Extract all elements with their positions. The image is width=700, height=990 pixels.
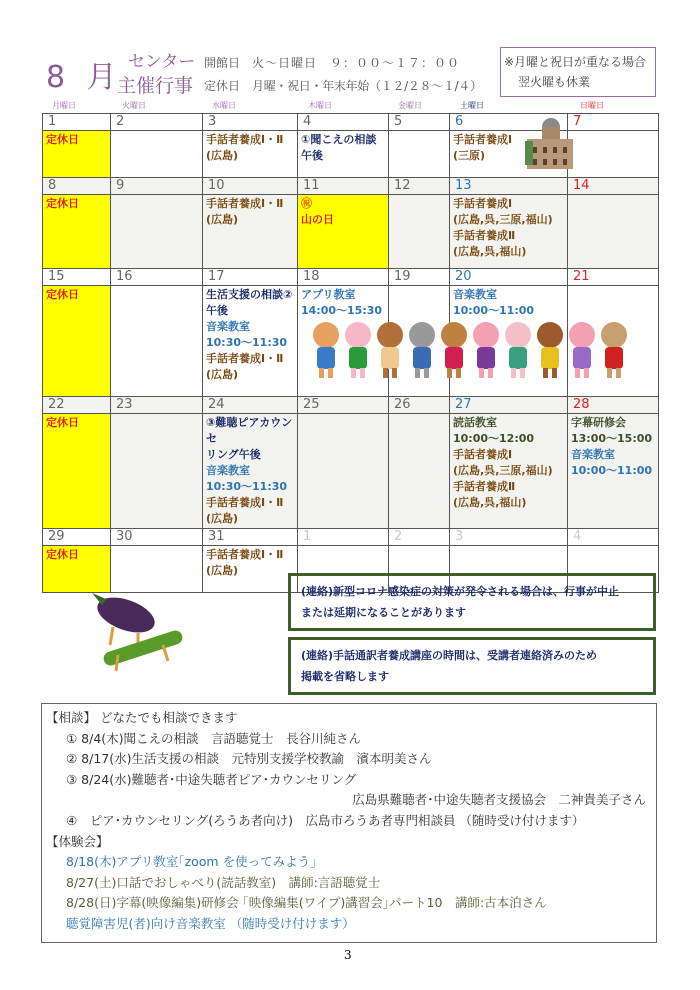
experience-item: 8/27(土)口話でおしゃべり(読話教室) 講師:言語聴覚士 [66, 874, 381, 890]
holiday-note [500, 47, 656, 97]
animal-head [569, 322, 595, 348]
event-text: 手話者養成Ⅱ [453, 229, 516, 242]
closed-days: 月曜・祝日・年末年始（１２/２８～１/４） [252, 79, 482, 93]
day-cell [568, 414, 659, 529]
notice-covid [288, 573, 656, 631]
day-cell [298, 195, 389, 269]
day-cell [43, 286, 111, 397]
event-text: 定休日 [46, 197, 79, 210]
event-text: (広島,呉,三原,福山) [453, 464, 553, 477]
event-text: 10:30～11:30 [206, 480, 288, 493]
day-number: 4 [298, 114, 389, 131]
event-text: 13:00～15:00 [571, 432, 653, 445]
event-text: 生活支援の相談② [206, 288, 293, 301]
day-cell [203, 195, 298, 269]
day-number: 21 [568, 269, 659, 286]
event-text: 字幕研修会 [571, 416, 626, 429]
notices [288, 573, 656, 695]
event-text: (広島) [206, 368, 239, 381]
event-text: 手話者養成Ⅰ・Ⅱ [206, 197, 284, 210]
event-text: (広島,呉,福山) [453, 245, 527, 258]
month-title: 8 月 [46, 60, 123, 95]
animal-body [349, 347, 367, 369]
day-cell [450, 414, 568, 529]
day-number: 12 [389, 178, 450, 195]
day-cell [450, 195, 568, 269]
event-text: 読話教室 [453, 416, 497, 429]
info-box [41, 703, 657, 943]
animal-body [381, 347, 399, 369]
consult-item: ① 8/4(木)聞こえの相談 言語聴覚士 長谷川純さん [66, 730, 362, 746]
animal-body [317, 347, 335, 369]
week-number-row [43, 178, 659, 195]
event-text: 手話者養成Ⅰ [453, 133, 513, 146]
animal-head [505, 322, 531, 348]
week-number-row [43, 269, 659, 286]
day-number: 29 [43, 529, 111, 546]
week-number-row [43, 529, 659, 546]
animal-head [345, 322, 371, 348]
event-text: リング午後 [206, 448, 261, 461]
day-cell [43, 131, 111, 178]
day-number: 11 [298, 178, 389, 195]
day-cell [203, 286, 298, 397]
animal-body [573, 347, 591, 369]
day-number: 2 [111, 114, 203, 131]
notice-covid-line2: または延期になることがあります [301, 606, 466, 619]
org-title-line2: 主催行事 [117, 75, 194, 97]
day-cell [203, 131, 298, 178]
week-events-row [43, 195, 659, 269]
day-number: 13 [450, 178, 568, 195]
day-cell [389, 131, 450, 178]
experience-item: 8/18(木)アプリ教室｢zoom を使ってみよう｣ [66, 854, 317, 870]
event-text: 手話者養成Ⅰ・Ⅱ [206, 548, 284, 561]
day-cell [389, 195, 450, 269]
day-cell [111, 195, 203, 269]
animal-head [409, 322, 435, 348]
day-number: 31 [203, 529, 298, 546]
consult-item: ④ ピア･カウンセリング(ろうあ者向け) 広島市ろうあ者専門相談員 （随時受け付けます） [66, 812, 585, 828]
event-text: (三原) [453, 149, 486, 162]
consult-item: ③ 8/24(水)難聴者･中途失聴者ピア･カウンセリング [66, 771, 357, 787]
day-number: 3 [203, 114, 298, 131]
weekday-label: 金曜日 [398, 101, 422, 110]
weekday-label: 木曜日 [308, 101, 332, 110]
event-text: 10:30～11:30 [206, 336, 288, 349]
day-cell [203, 414, 298, 529]
day-number: 26 [389, 397, 450, 414]
animal-head [313, 322, 339, 348]
org-title-line1: センター [128, 52, 196, 72]
event-text: (広島) [206, 149, 239, 162]
event-text: (広島) [206, 564, 239, 577]
event-text: 音楽教室 [453, 288, 497, 301]
open-hours: 火～日曜日 ９：００～１７：００ [252, 56, 461, 70]
page-number: 3 [344, 948, 352, 962]
animal-body [541, 347, 559, 369]
open-label: 開館日 [204, 56, 241, 70]
event-text: ③難聴ピアカウンセ [206, 416, 293, 445]
animal-head [377, 322, 403, 348]
week-events-row [43, 414, 659, 529]
event-text: 手話者養成Ⅰ・Ⅱ [206, 352, 284, 365]
event-text: ①聞こえの相談 [301, 133, 377, 146]
event-text: 手話者養成Ⅰ・Ⅱ [206, 496, 284, 509]
animal-body [477, 347, 495, 369]
notice-covid-line1: (連絡)新型コロナ感染症の対策が発令される場合は、行事が中止 [301, 585, 620, 598]
experience-item: 聴覚障害児(者)向け音楽教室 （随時受け付けます） [66, 915, 355, 931]
day-number: 2 [389, 529, 450, 546]
event-text: (広島) [206, 213, 239, 226]
event-text: 14:00～15:30 [301, 304, 383, 317]
day-number: 7 [568, 114, 659, 131]
day-number: 15 [43, 269, 111, 286]
day-number: 18 [298, 269, 389, 286]
day-number: 1 [43, 114, 111, 131]
day-cell [389, 414, 450, 529]
animal-body [445, 347, 463, 369]
event-text: 手話者養成Ⅰ [453, 448, 513, 461]
event-text: 定休日 [46, 133, 79, 146]
event-text: 音楽教室 [206, 320, 250, 333]
day-number: 19 [389, 269, 450, 286]
notice-course-line1: (連絡)手話通訳者養成講座の時間は、受講者連絡済みのため [301, 649, 598, 662]
day-cell [43, 414, 111, 529]
eggplant-cucumber-illustration [88, 585, 198, 675]
animal-body [413, 347, 431, 369]
consult-item: ② 8/17(水)生活支援の相談 元特別支援学校教諭 濱本明美さん [66, 751, 432, 767]
day-number: 22 [43, 397, 111, 414]
event-text: 10:00～12:00 [453, 432, 535, 445]
atomic-dome-illustration [525, 115, 575, 171]
day-number: 16 [111, 269, 203, 286]
event-text: 10:00～11:00 [453, 304, 535, 317]
weekday-label: 火曜日 [122, 101, 146, 110]
event-text: 音楽教室 [206, 464, 250, 477]
animal-body [605, 347, 623, 369]
day-number: 5 [389, 114, 450, 131]
consult-item: 広島県難聴者･中途失聴者支援協会 二神貴美子さん [352, 792, 646, 808]
day-number: 6 [450, 114, 568, 131]
day-number: 25 [298, 397, 389, 414]
event-text: 定休日 [46, 416, 79, 429]
day-number: 3 [450, 529, 568, 546]
day-number: 14 [568, 178, 659, 195]
day-number: 9 [111, 178, 203, 195]
day-number: 10 [203, 178, 298, 195]
day-number: 30 [111, 529, 203, 546]
day-cell [43, 195, 111, 269]
notice-course-time [288, 637, 656, 695]
event-text: 手話者養成Ⅰ [453, 197, 513, 210]
event-text: ㊗ [301, 197, 312, 210]
animal-body [509, 347, 527, 369]
day-number: 8 [43, 178, 111, 195]
day-cell [111, 414, 203, 529]
event-text: 定休日 [46, 288, 79, 301]
day-number: 17 [203, 269, 298, 286]
day-cell [568, 131, 659, 178]
event-text: 山の日 [301, 213, 334, 226]
animals-holding-hands-illustration [312, 305, 652, 383]
day-number: 24 [203, 397, 298, 414]
event-text: 手話者養成Ⅰ・Ⅱ [206, 133, 284, 146]
event-text: 音楽教室 [571, 448, 615, 461]
animal-head [441, 322, 467, 348]
day-cell [111, 131, 203, 178]
weekday-label: 日曜日 [580, 101, 604, 110]
day-cell [111, 286, 203, 397]
weekday-label: 土曜日 [460, 101, 484, 110]
consult-title: 【相談】 どなたでも相談できます [46, 710, 238, 725]
week-number-row [43, 397, 659, 414]
day-number: 1 [298, 529, 389, 546]
day-cell [203, 546, 298, 593]
day-number: 4 [568, 529, 659, 546]
note-line1: ※月曜と祝日が重なる場合 [504, 55, 647, 69]
day-number: 27 [450, 397, 568, 414]
experience-title: 【体験会】 [46, 833, 109, 849]
event-text: (広島,呉,福山) [453, 496, 527, 509]
event-text: 手話者養成Ⅱ [453, 480, 516, 493]
closed-label: 定休日 [204, 79, 241, 93]
day-number: 28 [568, 397, 659, 414]
event-text: (広島) [206, 512, 239, 525]
animal-head [473, 322, 499, 348]
event-text: 定休日 [46, 548, 79, 561]
day-number: 23 [111, 397, 203, 414]
weekday-label: 月曜日 [52, 101, 76, 110]
day-cell [298, 131, 389, 178]
event-text: (広島,呉,三原,福山) [453, 213, 553, 226]
notice-course-line2: 掲載を省略します [301, 670, 389, 683]
event-text: アプリ教室 [301, 288, 356, 301]
experience-item: 8/28(日)字幕(映像編集)研修会 ｢映像編集(ワイプ)講習会｣パート10 講師:古本泊さん [66, 895, 547, 911]
day-number: 20 [450, 269, 568, 286]
note-line2: 翌火曜も休業 [518, 75, 591, 89]
day-cell [568, 195, 659, 269]
event-text: 午後 [206, 304, 228, 317]
weekday-label: 水曜日 [212, 101, 236, 110]
animal-head [601, 322, 627, 348]
event-text: 午後 [301, 149, 323, 162]
animal-head [537, 322, 563, 348]
day-cell [298, 414, 389, 529]
event-text: 10:00～11:00 [571, 464, 653, 477]
